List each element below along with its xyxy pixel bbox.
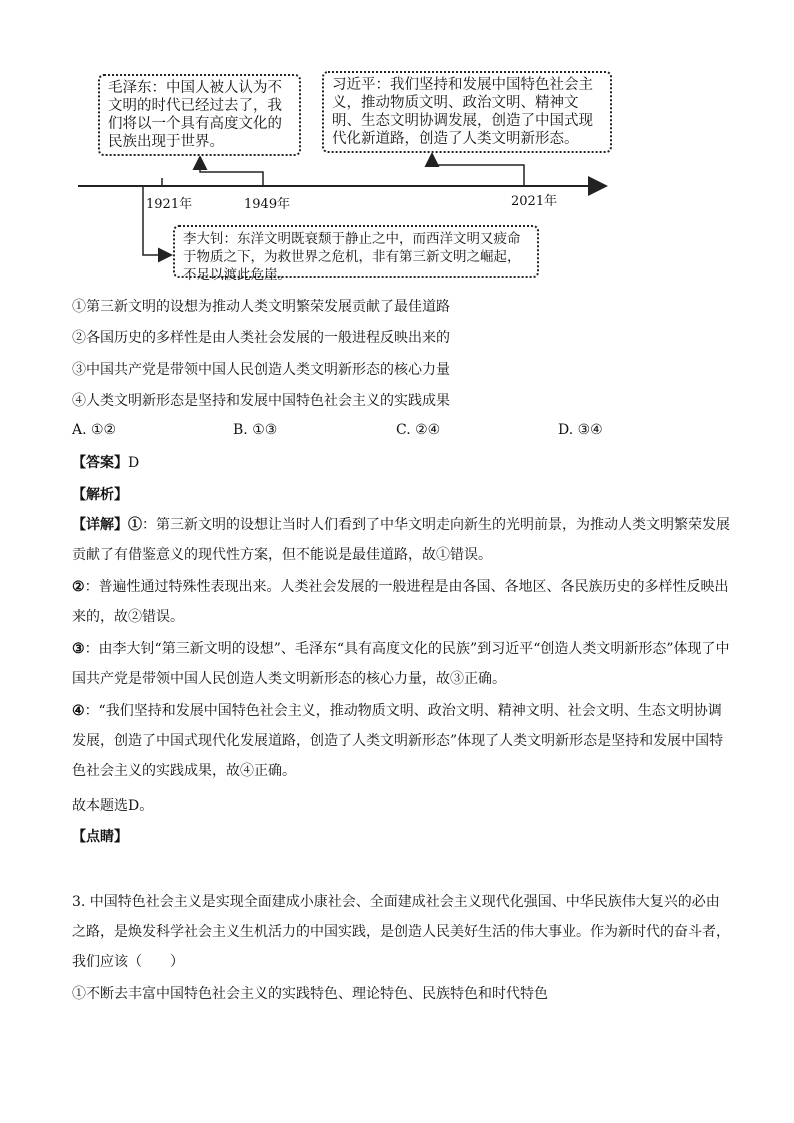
- li-quote: 李大钊：东洋文明既衰颓于静止之中，而西洋文明又疲命于物质之下，为救世界之危机，非有第三新文明之崛起，不足以渡此危崖。: [183, 231, 521, 283]
- question-3: 3. 中国特色社会主义是实现全面建成小康社会、全面建成社会主义现代化强国、中华民族伟大复兴的必由之路，是焕发科学社会主义生机活力的中国实践，是创造人民美好生活的伟大事业。作为新时代的奋斗者，我们应该（ ）: [72, 894, 730, 970]
- comment-label: 【点睛】: [72, 829, 128, 845]
- timeline-diagram: [0, 0, 794, 300]
- detail-2-head: ②: [72, 579, 85, 595]
- conclusion: 故本题选D。: [72, 798, 154, 814]
- option-d: D. ③④: [558, 422, 603, 438]
- question-3-statement-1: ①不断去丰富中国特色社会主义的实践特色、理论特色、民族特色和时代特色: [72, 986, 548, 1002]
- detail-2: [72, 572, 732, 632]
- option-c: C. ②④: [396, 422, 441, 438]
- detail-3-text: ：由李大钊“第三新文明的设想”、毛泽东“具有高度文化的民族”到习近平“创造人类文明新形态”体现了中国共产党是带领中国人民创造人类文明新形态的核心力量，故③正确。: [72, 641, 730, 687]
- year-1949-label: 1949年: [244, 197, 291, 212]
- detail-2-text: ：普遍性通过特殊性表现出来。人类社会发展的一般进程是由各国、各地区、各民族历史的多样性反映出来的，故②错误。: [72, 579, 729, 625]
- xi-quote: 习近平：我们坚持和发展中国特色社会主义，推动物质文明、政治文明、精神文明、生态文明协调发展，创造了中国式现代化新道路，创造了人类文明新形态。: [332, 77, 593, 147]
- option-a: A. ①②: [72, 422, 117, 438]
- detail-3-head: ③: [72, 641, 85, 657]
- statement-3: ③中国共产党是带领中国人民创造人类文明新形态的核心力量: [72, 362, 450, 378]
- detail-label: 【详解】: [72, 517, 128, 533]
- detail-4-text: ：“我们坚持和发展中国特色社会主义，推动物质文明、政治文明、精神文明、社会文明、生态文明协调发展，创造了中国式现代化发展道路，创造了人类文明新形态”体现了人类文明新形态是坚持和发展中国特色社会主义的实践成果，故④正确。: [72, 703, 724, 779]
- answer-label: 【答案】: [72, 455, 128, 471]
- detail-4: [72, 696, 732, 786]
- detail-3: [72, 634, 732, 694]
- answer-value: D: [128, 455, 140, 471]
- year-1921-label: 1921年: [146, 197, 193, 212]
- year-2021-label: 2021年: [511, 194, 558, 209]
- option-b: B. ①③: [233, 422, 278, 438]
- li-quote-box: [173, 225, 539, 283]
- mao-quote: 毛泽东：中国人被人认为不文明的时代已经过去了，我们将以一个具有高度文化的民族出现于世界。: [108, 80, 282, 150]
- answer-line: [72, 452, 139, 472]
- arrow-1949: [200, 158, 263, 186]
- statement-1: ①第三新文明的设想为推动人类文明繁荣发展贡献了最佳道路: [72, 299, 450, 315]
- detail-1-text: ：第三新文明的设想让当时人们看到了中华文明走向新生的光明前景，为推动人类文明繁荣发展贡献了有借鉴意义的现代性方案，但不能说是最佳道路，故①错误。: [72, 517, 730, 563]
- xi-quote-box: [322, 71, 612, 153]
- analysis-label: 【解析】: [72, 487, 128, 503]
- arrow-2021: [432, 155, 524, 186]
- detail-1: [72, 510, 732, 570]
- detail-4-head: ④: [72, 703, 85, 719]
- mao-quote-box: [98, 74, 301, 156]
- statement-4: ④人类文明新形态是坚持和发展中国特色社会主义的实践成果: [72, 393, 450, 409]
- statement-2: ②各国历史的多样性是由人类社会发展的一般进程反映出来的: [72, 330, 450, 346]
- detail-1-head: ①: [128, 517, 142, 533]
